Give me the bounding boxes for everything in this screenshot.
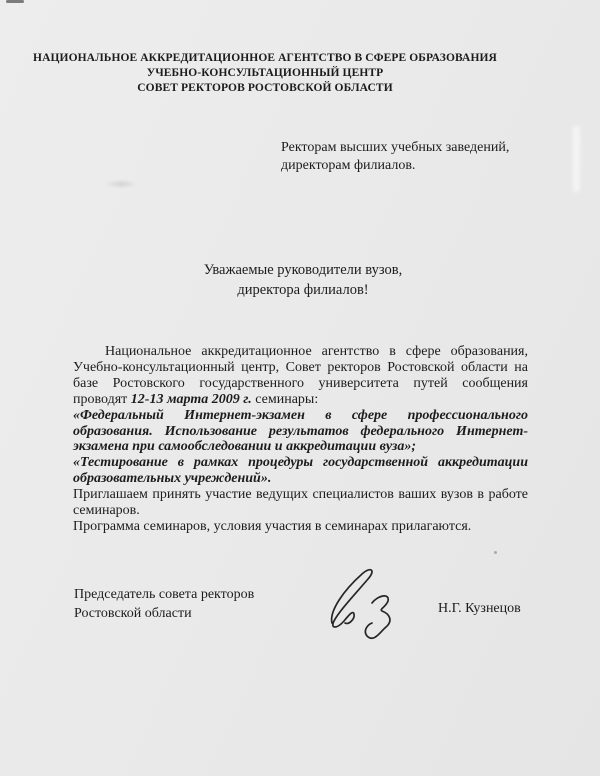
seminar-date: 12-13 марта 2009 г. [130,391,252,407]
seminar-title-1: «Федеральный Интернет-экзамен в сфере профессионального образования. Использование результатов федерального Интернет-экзамена при самообследовании и аккредитации вуза»; [73,407,528,455]
signature-name: Н.Г. Кузнецов [438,601,521,616]
scan-artifact-smudge [105,179,137,189]
seminar-title-2: «Тестирование в рамках процедуры государственной аккредитации образовательных учреждений». [73,455,528,487]
signature-title-line-1: Председатель совета ректоров [74,587,255,602]
letter-body [73,344,528,535]
salutation-line-2: директора филиалов! [237,281,369,298]
addressee-block [281,139,509,174]
letterhead [0,51,530,96]
addressee-line-1: Ректорам высших учебных заведений, [281,140,510,155]
salutation-line-1: Уважаемые руководители вузов, [203,262,403,278]
paragraph-intro-tail: семинары: [251,391,319,407]
paragraph-invitation: Приглашаем принять участие ведущих специалистов ваших вузов в работе семинаров. [73,487,528,519]
paragraph-intro-text: Национальное аккредитационное агентство в сфере образования, Учебно-консультационный центр, Совет ректоров Ростовской области на базе Ростовского государственного университета путей сообщения проводят [73,344,528,407]
scan-artifact-top-left [6,0,24,3]
signature-title-line-2: Ростовской области [74,606,192,621]
scan-artifact-strip [573,126,580,192]
letterhead-line-center: УЧЕБНО-КОНСУЛЬТАЦИОННЫЙ ЦЕНТР [146,67,384,79]
salutation-block [0,261,600,300]
signature-title-block [74,585,254,623]
scan-artifact-dot [494,551,497,554]
letterhead-line-agency: НАЦИОНАЛЬНОЕ АККРЕДИТАЦИОННОЕ АГЕНТСТВО В СФЕРЕ ОБРАЗОВАНИЯ [33,52,497,64]
paragraph-intro [73,344,528,408]
signature-scribble [320,563,420,649]
addressee-line-2: директорам филиалов. [281,157,416,173]
letterhead-line-council: СОВЕТ РЕКТОРОВ РОСТОВСКОЙ ОБЛАСТИ [137,82,393,94]
paragraph-attachments: Программа семинаров, условия участия в семинарах прилагаются. [73,518,472,534]
